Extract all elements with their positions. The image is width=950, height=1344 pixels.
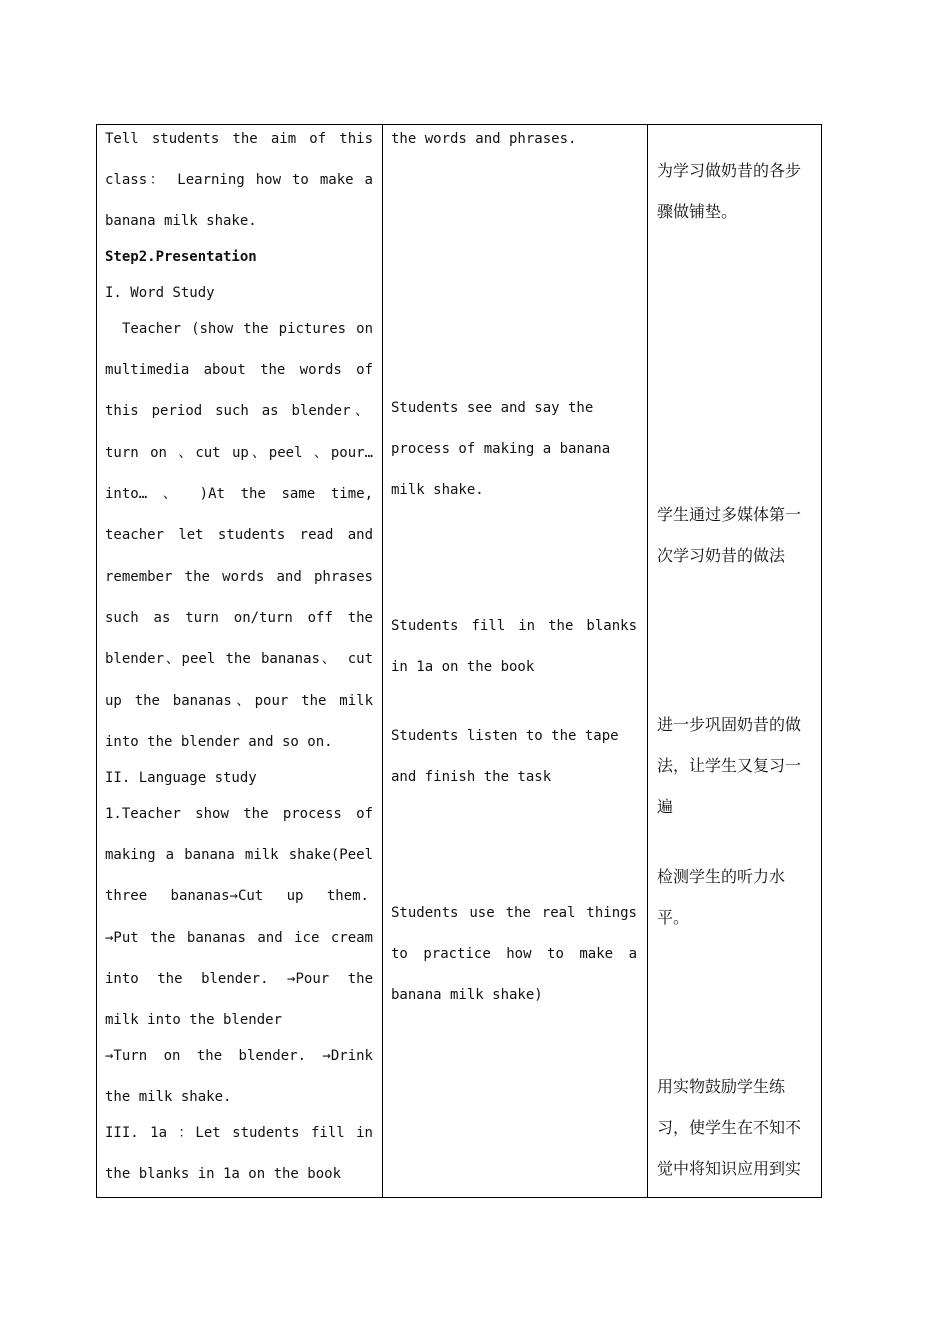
text-line: Students listen to the tape [391, 728, 619, 744]
student-activity-cell [383, 125, 648, 1198]
text-line: 用实物鼓励学生练 [657, 1077, 786, 1096]
text-line: teacher let students read and [105, 527, 373, 543]
text-line: 遍 [657, 797, 674, 816]
text-line: 为学习做奶昔的各步 [657, 161, 802, 180]
text-line: this period such as blender、 [105, 403, 369, 419]
text-line: banana milk shake. [105, 213, 257, 229]
design-intent-cell [648, 125, 822, 1198]
text-line: milk into the blender [105, 1012, 283, 1028]
text-line: →Turn on the blender. →Drink [105, 1048, 373, 1064]
text-line: into… 、 )At the same time, [105, 486, 373, 502]
text-line: Students see and say the [391, 400, 594, 416]
text-line: blender、peel the bananas、 cut [105, 651, 373, 667]
text-line: 1.Teacher show the process of [105, 806, 373, 822]
text-line: in 1a on the book [391, 659, 535, 675]
text-line: into the blender and so on. [105, 734, 333, 750]
table-row [97, 125, 822, 1198]
text-line: 习，使学生在不知不 [657, 1118, 802, 1137]
subsection-heading: II. Language study [105, 770, 257, 786]
text-line: 检测学生的听力水 [657, 867, 786, 886]
text-line: the blanks in 1a on the book [105, 1166, 342, 1182]
subsection-heading: I. Word Study [105, 285, 215, 301]
text-line: 次学习奶昔的做法 [657, 546, 786, 565]
text-line: 平。 [657, 908, 690, 927]
design-intent-text [648, 125, 821, 1197]
text-line: Students use the real things [391, 905, 637, 921]
text-line: Teacher (show the pictures on [122, 321, 373, 337]
text-line: remember the words and phrases [105, 569, 373, 585]
student-activity-text [383, 125, 647, 1197]
text-line: to practice how to make a [391, 946, 637, 962]
text-line: three bananas→Cut up them. [105, 888, 369, 904]
text-line: →Put the bananas and ice cream [105, 930, 373, 946]
text-line: 觉中将知识应用到实 [657, 1159, 802, 1178]
text-line: turn on 、cut up、peel 、pour… [105, 445, 373, 461]
text-line: III. 1a ：Let students fill in [105, 1125, 373, 1141]
text-line: the milk shake. [105, 1089, 232, 1105]
text-line: 法，让学生又复习一 [657, 756, 802, 775]
text-line: banana milk shake) [391, 987, 543, 1003]
text-line: the words and phrases. [391, 131, 577, 147]
text-line: such as turn on/turn off the [105, 610, 373, 626]
text-line: Tell students the aim of this [105, 131, 373, 147]
text-line: and finish the task [391, 769, 552, 785]
text-line: 进一步巩固奶昔的做 [657, 715, 802, 734]
text-line: multimedia about the words of [105, 362, 373, 378]
section-heading: Step2.Presentation [105, 249, 257, 265]
text-line: milk shake. [391, 482, 484, 498]
lesson-plan-table [96, 124, 822, 1198]
text-line: 学生通过多媒体第一 [657, 505, 802, 524]
text-line: Students fill in the blanks [391, 618, 637, 634]
text-line: process of making a banana [391, 441, 611, 457]
teacher-activity-text [97, 125, 382, 1197]
text-line: making a banana milk shake(Peel [105, 847, 373, 863]
text-line: 骤做铺垫。 [657, 202, 738, 221]
text-line: up the bananas、pour the milk [105, 693, 373, 709]
text-line: into the blender. →Pour the [105, 971, 373, 987]
text-line: class： Learning how to make a [105, 172, 373, 188]
teacher-activity-cell [97, 125, 383, 1198]
